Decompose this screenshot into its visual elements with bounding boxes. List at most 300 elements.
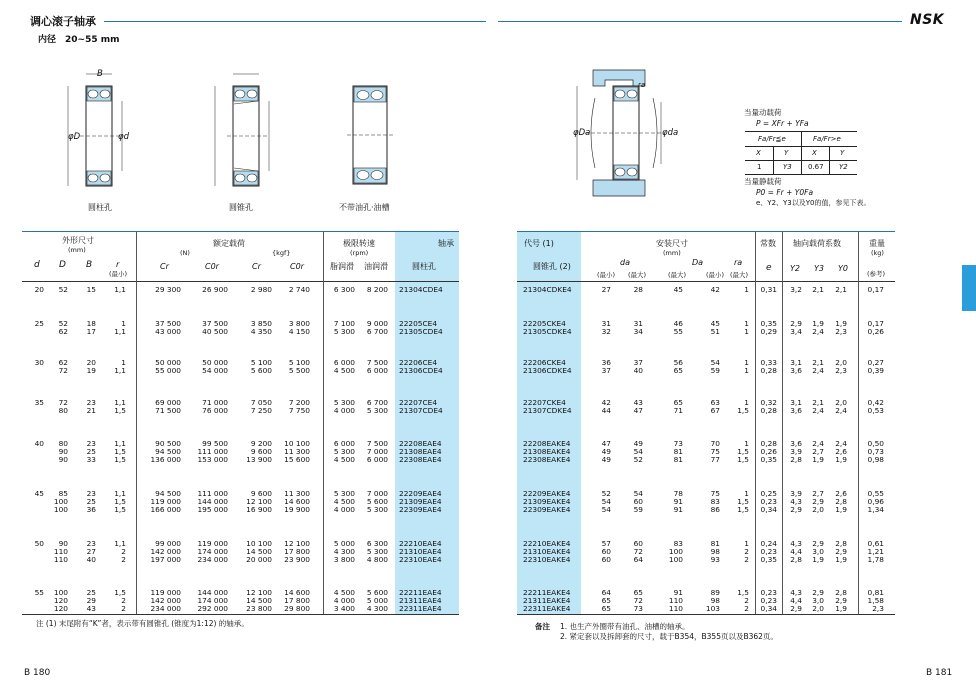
- cell-w: 0,39: [867, 366, 884, 376]
- c-Y0: Y0: [838, 264, 848, 273]
- cell-c0r: 174 000: [197, 596, 228, 606]
- cell-y2: 3,9: [790, 447, 802, 457]
- cell-b: 25: [86, 447, 96, 457]
- cell-y3: 1,9: [812, 455, 824, 465]
- cell-o: 4 800: [366, 555, 388, 565]
- cell-da1: 64: [601, 588, 611, 597]
- cell-y0: 1,9: [835, 604, 847, 614]
- cell-y2: 4,3: [790, 497, 802, 507]
- cell-da2: 65: [633, 588, 643, 597]
- cell-ra: 98: [710, 596, 720, 606]
- cell-da: 71: [673, 406, 683, 416]
- cell-da2: 43: [633, 398, 643, 407]
- cell-rr: 1: [744, 319, 749, 328]
- cell-d: 72: [58, 366, 68, 376]
- cell-ra: 54: [710, 358, 720, 367]
- cell-da: 91: [673, 497, 683, 507]
- cell-crk: 14 500: [246, 596, 272, 606]
- cell-o: 6 700: [366, 398, 388, 407]
- load-h1: Fa/Fr≦e: [758, 135, 786, 143]
- cell-da2: 54: [633, 489, 643, 498]
- cell-c0rk: 5 100: [288, 358, 310, 367]
- cell-o: 5 300: [366, 505, 388, 515]
- h-load: 额定载荷: [213, 239, 245, 248]
- cell-y3: 2,0: [812, 505, 824, 515]
- note-right-label: 备注: [535, 622, 550, 631]
- cell-rr: 1,5: [737, 455, 749, 465]
- cell-cr: 234 000: [150, 604, 181, 614]
- bearing-cyl: 22309EAE4: [399, 505, 442, 515]
- cell-ra: 45: [710, 319, 720, 328]
- cell-da2: 49: [633, 439, 643, 448]
- cell-ra: 93: [710, 555, 720, 565]
- cell-y0: 2,9: [835, 596, 847, 606]
- c-D: D: [59, 260, 66, 270]
- cell-e: 0,28: [760, 366, 777, 376]
- bore-d: 45: [34, 489, 44, 498]
- cell-c0r: 111 000: [197, 447, 228, 457]
- bearing-cyl: 21304CDE4: [399, 285, 443, 294]
- cell-r: 1,1: [114, 366, 126, 376]
- cell-rr: 2: [744, 555, 749, 565]
- bearing-cyl: 22206CE4: [399, 358, 438, 367]
- cell-o: 7 000: [366, 447, 388, 457]
- cell-da1: 44: [601, 406, 611, 416]
- note-right-2: 2. 紧定套以及拆卸套的尺寸，载于B354，B355页以及B362页。: [560, 632, 778, 641]
- load-v3: 0.67: [808, 163, 824, 171]
- bearing-taper: 22310EAKE4: [523, 555, 571, 565]
- cell-crk: 23 800: [246, 604, 272, 614]
- cell-r: 1,5: [114, 447, 126, 457]
- cell-g: 4 000: [333, 596, 355, 606]
- cell-cr: 55 000: [155, 366, 181, 376]
- cell-y0: 2,0: [835, 358, 847, 367]
- cell-g: 5 300: [333, 489, 355, 498]
- cell-y2: 4,3: [790, 539, 802, 548]
- cell-cr: 94 500: [155, 447, 181, 457]
- cell-b: 20: [86, 358, 96, 367]
- cell-e: 0,34: [760, 505, 777, 515]
- cell-g: 5 300: [333, 327, 355, 337]
- cell-y2: 3,6: [790, 439, 802, 448]
- bearing-cyl: 22208EAE4: [399, 439, 442, 448]
- cell-g: 6 000: [333, 439, 355, 448]
- cell-da2: 37: [633, 358, 643, 367]
- figure-cylindrical-bore: [60, 66, 140, 196]
- bearing-taper: 22309EAKE4: [523, 505, 571, 515]
- cell-cr: 119 000: [150, 588, 181, 597]
- cell-da1: 32: [601, 327, 611, 337]
- h-load-kgf: {kgf}: [272, 249, 291, 257]
- cell-crk: 14 500: [246, 547, 272, 557]
- cell-b: 23: [86, 398, 96, 407]
- h-load-N: (N): [180, 249, 190, 257]
- cell-y2: 2,9: [790, 604, 802, 614]
- cell-d: 90: [58, 539, 68, 548]
- cell-ra: 103: [705, 604, 720, 614]
- cell-b: 25: [86, 497, 96, 507]
- cell-e: 0,29: [760, 327, 777, 337]
- cell-g: 4 500: [333, 366, 355, 376]
- cell-ra: 75: [710, 447, 720, 457]
- cell-da1: 49: [601, 455, 611, 465]
- cell-r: 2: [121, 555, 126, 565]
- bearing-cyl: 22211EAE4: [399, 588, 442, 597]
- cell-w: 0,55: [867, 489, 884, 498]
- cell-c0rk: 17 800: [284, 596, 310, 606]
- cell-ra: 70: [710, 439, 720, 448]
- cell-cr: 29 300: [155, 285, 181, 294]
- cell-e: 0,28: [760, 439, 777, 448]
- c-C0r: C0r: [205, 262, 219, 271]
- cell-c0rk: 17 800: [284, 547, 310, 557]
- cell-w: 0,26: [867, 327, 884, 337]
- cell-y2: 3,6: [790, 406, 802, 416]
- cell-cr: 71 500: [155, 406, 181, 416]
- cell-o: 7 000: [366, 489, 388, 498]
- cell-y3: 1,9: [812, 319, 824, 328]
- cell-g: 5 000: [333, 539, 355, 548]
- cell-da1: 49: [601, 447, 611, 457]
- load-formula-static: P0 = Fr + Y0Fa: [756, 188, 814, 197]
- cell-d: 120: [53, 596, 68, 606]
- cell-d: 100: [53, 588, 68, 597]
- cell-ra: 51: [710, 327, 720, 337]
- cell-c0r: 119 000: [197, 539, 228, 548]
- fig-label-d: φd: [118, 132, 130, 142]
- cell-cr: 94 500: [155, 489, 181, 498]
- cell-d: 110: [53, 555, 68, 565]
- bearing-cyl: 22308EAE4: [399, 455, 442, 465]
- bore-d: 20: [34, 285, 44, 294]
- cell-da1: 52: [601, 489, 611, 498]
- title-rule-left: [104, 21, 486, 22]
- load-x2: X: [812, 149, 817, 157]
- cell-y3: 3,0: [812, 596, 824, 606]
- cell-y3: 2,4: [812, 406, 824, 416]
- cell-g: 4 500: [333, 497, 355, 507]
- cell-c0r: 195 000: [197, 505, 228, 515]
- cell-w: 1,34: [867, 505, 884, 515]
- cell-b: 21: [86, 406, 96, 416]
- cell-y0: 1,9: [835, 455, 847, 465]
- cell-o: 6 700: [366, 327, 388, 337]
- cell-y2: 4,4: [790, 547, 802, 557]
- cell-c0r: 37 500: [202, 319, 228, 328]
- cell-da: 55: [673, 327, 683, 337]
- cell-y0: 2,8: [835, 588, 847, 597]
- cell-y2: 3,1: [790, 398, 802, 407]
- cell-da1: 54: [601, 505, 611, 515]
- page-number-right: B 181: [926, 668, 953, 678]
- cell-da2: 40: [633, 366, 643, 376]
- cell-y3: 2,4: [812, 327, 824, 337]
- cell-o: 6 000: [366, 366, 388, 376]
- cell-y0: 2,1: [835, 285, 847, 294]
- cell-ra: 81: [710, 539, 720, 548]
- left-vsep-1: [136, 232, 137, 614]
- cell-cr: 166 000: [150, 505, 181, 515]
- right-table-head-bottom: [517, 281, 895, 282]
- bearing-taper: 21310EAKE4: [523, 547, 571, 557]
- left-vsep-2: [323, 232, 324, 614]
- cell-r: 1,5: [114, 497, 126, 507]
- cell-crk: 5 600: [250, 366, 272, 376]
- cell-c0rk: 14 600: [284, 497, 310, 507]
- load-v2: Y3: [783, 163, 792, 171]
- c-Y2: Y2: [790, 264, 800, 273]
- bearing-cyl: 22207CE4: [399, 398, 438, 407]
- c-ra-max: (最大): [730, 271, 749, 279]
- cell-ra: 77: [710, 455, 720, 465]
- bearing-cyl: 22310EAE4: [399, 555, 442, 565]
- bearing-taper: 22205CKE4: [523, 319, 566, 328]
- cell-e: 0,25: [760, 489, 777, 498]
- cell-da1: 60: [601, 555, 611, 565]
- cell-g: 6 300: [333, 285, 355, 294]
- cell-d: 62: [58, 327, 68, 337]
- bearing-cyl: 21307CDE4: [399, 406, 443, 416]
- cell-c0rk: 29 800: [284, 604, 310, 614]
- cell-y2: 2,9: [790, 319, 802, 328]
- cell-rr: 1: [744, 366, 749, 376]
- c-grease: 脂润滑: [330, 262, 354, 271]
- cell-da: 65: [673, 366, 683, 376]
- cell-y2: 3,4: [790, 327, 802, 337]
- bearing-cyl: 21308EAE4: [399, 447, 442, 457]
- cell-w: 1,78: [867, 555, 884, 565]
- figure-tapered-bore: [207, 66, 287, 196]
- cell-c0r: 144 000: [197, 497, 228, 507]
- cell-rr: 1,5: [737, 447, 749, 457]
- cell-y0: 1,9: [835, 319, 847, 328]
- cell-crk: 16 900: [246, 505, 272, 515]
- bearing-cyl: 21309EAE4: [399, 497, 442, 507]
- page-subtitle: 内径 20~55 mm: [38, 35, 120, 45]
- h-bearing: 轴承: [438, 239, 454, 248]
- cell-d: 120: [53, 604, 68, 614]
- cell-da1: 37: [601, 366, 611, 376]
- cell-rr: 2: [744, 596, 749, 606]
- cell-y3: 2,7: [812, 447, 824, 457]
- cell-ra: 75: [710, 489, 720, 498]
- cell-r: 1,5: [114, 505, 126, 515]
- cell-d: 80: [58, 406, 68, 416]
- fig-label-da: φda: [662, 128, 679, 138]
- c-Y3: Y3: [814, 264, 824, 273]
- left-table-head-bottom: [22, 281, 459, 282]
- cell-b: 18: [86, 319, 96, 328]
- cell-crk: 13 900: [246, 455, 272, 465]
- bearing-cyl: 21310EAE4: [399, 547, 442, 557]
- cell-da: 81: [673, 455, 683, 465]
- cell-e: 0,24: [760, 539, 777, 548]
- c-rmin: (最小): [109, 270, 128, 278]
- cell-e: 0,32: [760, 398, 777, 407]
- left-table-top: [22, 231, 459, 232]
- cell-da: 91: [673, 588, 683, 597]
- cell-rr: 1: [744, 285, 749, 294]
- cell-crk: 7 050: [250, 398, 272, 407]
- cell-c0r: 144 000: [197, 588, 228, 597]
- cell-da2: 59: [633, 505, 643, 515]
- cell-da1: 47: [601, 439, 611, 448]
- cell-cr: 119 000: [150, 497, 181, 507]
- cell-r: 1,1: [114, 285, 126, 294]
- cell-y3: 2,0: [812, 604, 824, 614]
- cell-b: 36: [86, 505, 96, 515]
- bearing-cyl: 21311EAE4: [399, 596, 442, 606]
- cell-c0rk: 7 750: [288, 406, 310, 416]
- cell-cr: 69 000: [155, 398, 181, 407]
- cell-rr: 1: [744, 489, 749, 498]
- cell-da: 100: [668, 547, 683, 557]
- cell-rr: 1: [744, 327, 749, 337]
- c-da: da: [620, 258, 630, 267]
- cell-da2: 47: [633, 406, 643, 416]
- cell-b: 43: [86, 604, 96, 614]
- cell-rr: 1,5: [737, 505, 749, 515]
- cell-w: 0,98: [867, 455, 884, 465]
- cell-c0rk: 11 300: [284, 489, 310, 498]
- cell-rr: 1: [744, 439, 749, 448]
- cell-g: 4 000: [333, 406, 355, 416]
- fig-caption-taper: 圆锥孔: [229, 203, 253, 212]
- cell-da: 110: [668, 604, 683, 614]
- cell-o: 5 600: [366, 588, 388, 597]
- bearing-taper: 22207CKE4: [523, 398, 566, 407]
- cell-cr: 37 500: [155, 319, 181, 328]
- cell-cr: 90 500: [155, 439, 181, 448]
- c-B: B: [86, 260, 93, 270]
- note-left: 注 (1) 末尾附有“K”者，表示带有圆锥孔 (锥度为1:12) 的轴承。: [36, 619, 249, 628]
- cell-y3: 2,7: [812, 489, 824, 498]
- bearing-taper: 21307CDKE4: [523, 406, 572, 416]
- cell-d: 110: [53, 547, 68, 557]
- cell-y2: 3,9: [790, 489, 802, 498]
- bearing-taper: 22211EAKE4: [523, 588, 571, 597]
- cell-b: 19: [86, 366, 96, 376]
- cell-ra: 59: [710, 366, 720, 376]
- cell-y0: 2,9: [835, 547, 847, 557]
- cell-da2: 34: [633, 327, 643, 337]
- load-v4: Y2: [839, 163, 848, 171]
- right-vsep-2: [782, 232, 783, 614]
- cell-r: 2: [121, 596, 126, 606]
- cell-c0rk: 10 100: [284, 439, 310, 448]
- cell-y3: 2,1: [812, 285, 824, 294]
- cell-c0r: 292 000: [197, 604, 228, 614]
- cell-c0r: 153 000: [197, 455, 228, 465]
- cell-y0: 2,3: [835, 327, 847, 337]
- cell-rr: 2: [744, 604, 749, 614]
- fig-caption-no-oil: 不带油孔·油槽: [339, 203, 390, 212]
- c-r: r: [116, 260, 120, 269]
- cell-y0: 2,0: [835, 398, 847, 407]
- cell-crk: 20 000: [246, 555, 272, 565]
- cell-crk: 4 350: [250, 327, 272, 337]
- cell-cr: 136 000: [150, 455, 181, 465]
- cell-w: 0,81: [867, 588, 884, 597]
- cell-da: 46: [673, 319, 683, 328]
- cell-r: 2: [121, 604, 126, 614]
- cell-y2: 3,1: [790, 358, 802, 367]
- cell-da1: 42: [601, 398, 611, 407]
- load-title-dynamic: 当量动载荷: [744, 108, 782, 117]
- cell-w: 0,17: [867, 319, 884, 328]
- cell-w: 1,58: [867, 596, 884, 606]
- cell-c0rk: 5 500: [288, 366, 310, 376]
- cell-r: 1,1: [114, 439, 126, 448]
- bearing-taper: 21305CDKE4: [523, 327, 572, 337]
- cell-crk: 5 100: [250, 358, 272, 367]
- cell-rr: 2: [744, 547, 749, 557]
- cell-y3: 2,9: [812, 539, 824, 548]
- cell-rr: 1: [744, 358, 749, 367]
- cell-rr: 1: [744, 539, 749, 548]
- cell-da2: 31: [633, 319, 643, 328]
- cell-w: 1,21: [867, 547, 884, 557]
- cell-y2: 3,2: [790, 285, 802, 294]
- cell-y0: 1,9: [835, 555, 847, 565]
- cell-c0rk: 7 200: [288, 398, 310, 407]
- bore-d: 25: [34, 319, 44, 328]
- bearing-taper: 22210EAKE4: [523, 539, 571, 548]
- cell-d: 52: [58, 319, 68, 328]
- h-dims: 外形尺寸: [62, 236, 94, 245]
- cell-w: 0,73: [867, 447, 884, 457]
- cell-y3: 2,9: [812, 588, 824, 597]
- cell-y0: 2,8: [835, 539, 847, 548]
- h-taper: 圆锥孔 (2): [533, 262, 571, 271]
- cell-ra: 86: [710, 505, 720, 515]
- cell-b: 15: [86, 285, 96, 294]
- cell-c0rk: 4 150: [288, 327, 310, 337]
- bore-d: 55: [34, 588, 44, 597]
- cell-b: 40: [86, 555, 96, 565]
- load-formula-dynamic: P = XFr + YFa: [756, 119, 809, 128]
- cell-c0r: 50 000: [202, 358, 228, 367]
- c-C0r2: C0r: [290, 262, 304, 271]
- h-speed: 极限转速: [343, 239, 375, 248]
- bore-d: 30: [34, 358, 44, 367]
- cell-da2: 72: [633, 596, 643, 606]
- cell-b: 23: [86, 439, 96, 448]
- cell-e: 0,26: [760, 447, 777, 457]
- cell-da2: 54: [633, 447, 643, 457]
- cell-ra: 89: [710, 588, 720, 597]
- bearing-taper: 22311EAKE4: [523, 604, 571, 614]
- cell-r: 2: [121, 547, 126, 557]
- cell-y2: 3,6: [790, 366, 802, 376]
- cell-rr: 1,5: [737, 588, 749, 597]
- cell-y0: 2,6: [835, 447, 847, 457]
- cell-w: 0,42: [867, 398, 884, 407]
- cell-d: 80: [58, 439, 68, 448]
- cell-ra: 98: [710, 547, 720, 557]
- cell-da: 45: [673, 285, 683, 294]
- cell-y3: 2,9: [812, 497, 824, 507]
- fig-caption-cyl: 圆柱孔: [88, 203, 112, 212]
- bearing-taper: 21308EAKE4: [523, 447, 571, 457]
- cell-da2: 64: [633, 555, 643, 565]
- cell-c0rk: 15 600: [284, 455, 310, 465]
- cell-ra: 83: [710, 497, 720, 507]
- figure-no-oil-hole: [345, 80, 395, 190]
- fig-label-D: φD: [68, 132, 81, 142]
- brand-logo: NSK: [910, 12, 945, 28]
- c-ra: ra: [734, 258, 743, 267]
